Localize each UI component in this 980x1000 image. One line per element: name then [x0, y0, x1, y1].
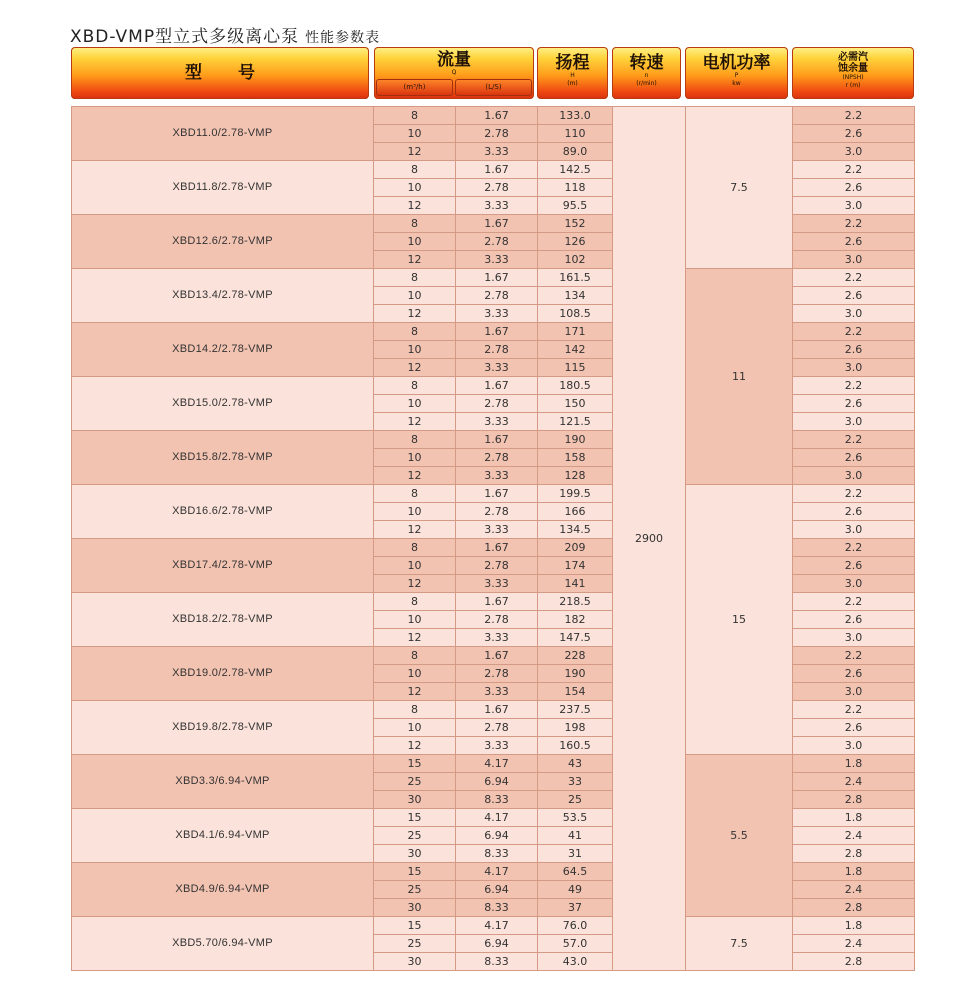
table-row — [72, 107, 915, 125]
head-m: 89.0 — [538, 143, 613, 161]
head-m: 49 — [538, 881, 613, 899]
flow-m3h: 12 — [374, 575, 456, 593]
head-m: 158 — [538, 449, 613, 467]
flow-ls: 1.67 — [456, 377, 538, 395]
power-value: 7.5 — [686, 107, 793, 269]
head-m: 152 — [538, 215, 613, 233]
head-m: 41 — [538, 827, 613, 845]
header-head-symbol: H — [570, 72, 575, 79]
flow-m3h: 10 — [374, 611, 456, 629]
model-name: XBD3.3/6.94-VMP — [72, 755, 374, 809]
head-m: 95.5 — [538, 197, 613, 215]
head-m: 43.0 — [538, 953, 613, 971]
npsh-value: 2.6 — [793, 719, 915, 737]
head-m: 43 — [538, 755, 613, 773]
header-npsh-unit: r (m) — [845, 82, 861, 89]
head-m: 33 — [538, 773, 613, 791]
model-name: XBD16.6/2.78-VMP — [72, 485, 374, 539]
model-name: XBD4.9/6.94-VMP — [72, 863, 374, 917]
model-name: XBD19.0/2.78-VMP — [72, 647, 374, 701]
flow-m3h: 12 — [374, 683, 456, 701]
npsh-value: 1.8 — [793, 863, 915, 881]
npsh-value: 2.2 — [793, 701, 915, 719]
power-value: 15 — [686, 485, 793, 755]
flow-m3h: 30 — [374, 953, 456, 971]
model-name: XBD19.8/2.78-VMP — [72, 701, 374, 755]
header-speed-symbol: n — [644, 72, 649, 79]
flow-m3h: 12 — [374, 467, 456, 485]
flow-m3h: 8 — [374, 485, 456, 503]
header-speed — [612, 47, 681, 99]
flow-ls: 3.33 — [456, 197, 538, 215]
npsh-value: 3.0 — [793, 305, 915, 323]
flow-ls: 2.78 — [456, 611, 538, 629]
model-name: XBD11.0/2.78-VMP — [72, 107, 374, 161]
flow-ls: 2.78 — [456, 341, 538, 359]
header-flow-unit-ls — [455, 79, 532, 96]
flow-ls: 1.67 — [456, 215, 538, 233]
npsh-value: 2.6 — [793, 125, 915, 143]
head-m: 154 — [538, 683, 613, 701]
flow-m3h: 8 — [374, 215, 456, 233]
npsh-value: 2.2 — [793, 485, 915, 503]
npsh-value: 1.8 — [793, 917, 915, 935]
flow-m3h: 8 — [374, 539, 456, 557]
head-m: 57.0 — [538, 935, 613, 953]
flow-ls: 1.67 — [456, 269, 538, 287]
model-name: XBD5.70/6.94-VMP — [72, 917, 374, 971]
model-name: XBD13.4/2.78-VMP — [72, 269, 374, 323]
flow-m3h: 12 — [374, 143, 456, 161]
flow-ls: 1.67 — [456, 323, 538, 341]
header-flow — [374, 47, 534, 99]
npsh-value: 2.4 — [793, 935, 915, 953]
header-model — [71, 47, 369, 99]
flow-ls: 6.94 — [456, 881, 538, 899]
flow-m3h: 8 — [374, 431, 456, 449]
table-body — [72, 107, 915, 971]
header-flow-unit2: (L/S) — [485, 83, 502, 91]
flow-ls: 3.33 — [456, 629, 538, 647]
npsh-value: 2.6 — [793, 287, 915, 305]
header-speed-unit: (r/min) — [636, 80, 657, 87]
head-m: 199.5 — [538, 485, 613, 503]
flow-ls: 2.78 — [456, 449, 538, 467]
npsh-value: 3.0 — [793, 413, 915, 431]
head-m: 166 — [538, 503, 613, 521]
head-m: 141 — [538, 575, 613, 593]
flow-ls: 3.33 — [456, 683, 538, 701]
header-npsh-line2: 蚀余量 — [838, 63, 868, 74]
header-power-label: 电机功率 — [702, 53, 771, 73]
flow-ls: 3.33 — [456, 251, 538, 269]
header-head-label: 扬程 — [555, 53, 590, 73]
flow-ls: 2.78 — [456, 503, 538, 521]
npsh-value: 3.0 — [793, 629, 915, 647]
model-name: XBD18.2/2.78-VMP — [72, 593, 374, 647]
head-m: 142 — [538, 341, 613, 359]
head-m: 174 — [538, 557, 613, 575]
npsh-value: 2.2 — [793, 593, 915, 611]
flow-m3h: 30 — [374, 899, 456, 917]
flow-ls: 2.78 — [456, 179, 538, 197]
model-name: XBD15.0/2.78-VMP — [72, 377, 374, 431]
flow-m3h: 10 — [374, 341, 456, 359]
head-m: 161.5 — [538, 269, 613, 287]
header-npsh-line1: 必需汽 — [838, 52, 868, 63]
flow-ls: 1.67 — [456, 701, 538, 719]
head-m: 118 — [538, 179, 613, 197]
title-sub: 性能参数表 — [305, 30, 381, 46]
flow-m3h: 12 — [374, 305, 456, 323]
head-m: 237.5 — [538, 701, 613, 719]
flow-ls: 6.94 — [456, 935, 538, 953]
table-row — [72, 485, 915, 503]
model-name: XBD11.8/2.78-VMP — [72, 161, 374, 215]
head-m: 180.5 — [538, 377, 613, 395]
flow-m3h: 25 — [374, 881, 456, 899]
flow-ls: 3.33 — [456, 521, 538, 539]
head-m: 25 — [538, 791, 613, 809]
model-name: XBD17.4/2.78-VMP — [72, 539, 374, 593]
npsh-value: 2.6 — [793, 503, 915, 521]
flow-ls: 2.78 — [456, 125, 538, 143]
head-m: 209 — [538, 539, 613, 557]
flow-m3h: 12 — [374, 413, 456, 431]
flow-m3h: 12 — [374, 629, 456, 647]
flow-m3h: 8 — [374, 161, 456, 179]
flow-m3h: 10 — [374, 287, 456, 305]
head-m: 150 — [538, 395, 613, 413]
flow-ls: 3.33 — [456, 305, 538, 323]
flow-m3h: 15 — [374, 863, 456, 881]
flow-ls: 4.17 — [456, 863, 538, 881]
npsh-value: 2.2 — [793, 377, 915, 395]
flow-m3h: 8 — [374, 593, 456, 611]
flow-ls: 6.94 — [456, 773, 538, 791]
npsh-value: 2.6 — [793, 341, 915, 359]
flow-m3h: 12 — [374, 521, 456, 539]
flow-ls: 3.33 — [456, 737, 538, 755]
table-row — [72, 269, 915, 287]
flow-m3h: 10 — [374, 719, 456, 737]
flow-ls: 2.78 — [456, 233, 538, 251]
npsh-value: 3.0 — [793, 521, 915, 539]
head-m: 142.5 — [538, 161, 613, 179]
flow-m3h: 10 — [374, 233, 456, 251]
head-m: 190 — [538, 431, 613, 449]
flow-ls: 8.33 — [456, 845, 538, 863]
model-name: XBD12.6/2.78-VMP — [72, 215, 374, 269]
head-m: 76.0 — [538, 917, 613, 935]
head-m: 110 — [538, 125, 613, 143]
power-value: 11 — [686, 269, 793, 485]
flow-m3h: 10 — [374, 665, 456, 683]
flow-m3h: 12 — [374, 197, 456, 215]
flow-m3h: 15 — [374, 755, 456, 773]
npsh-value: 2.4 — [793, 827, 915, 845]
header-power — [685, 47, 788, 99]
model-name: XBD15.8/2.78-VMP — [72, 431, 374, 485]
npsh-value: 2.6 — [793, 179, 915, 197]
head-m: 171 — [538, 323, 613, 341]
npsh-value: 2.4 — [793, 881, 915, 899]
npsh-value: 3.0 — [793, 197, 915, 215]
head-m: 190 — [538, 665, 613, 683]
flow-m3h: 8 — [374, 107, 456, 125]
model-name: XBD4.1/6.94-VMP — [72, 809, 374, 863]
head-m: 182 — [538, 611, 613, 629]
header-npsh-symbol: (NPSH) — [842, 74, 864, 81]
flow-ls: 3.33 — [456, 467, 538, 485]
flow-ls: 2.78 — [456, 395, 538, 413]
npsh-value: 2.2 — [793, 323, 915, 341]
npsh-value: 2.6 — [793, 557, 915, 575]
head-m: 37 — [538, 899, 613, 917]
flow-ls: 2.78 — [456, 287, 538, 305]
header-head-unit: (m) — [567, 80, 578, 87]
head-m: 108.5 — [538, 305, 613, 323]
flow-m3h: 10 — [374, 395, 456, 413]
flow-m3h: 10 — [374, 449, 456, 467]
npsh-value: 1.8 — [793, 755, 915, 773]
npsh-value: 2.6 — [793, 611, 915, 629]
npsh-value: 2.2 — [793, 215, 915, 233]
npsh-value: 2.6 — [793, 395, 915, 413]
flow-ls: 2.78 — [456, 665, 538, 683]
head-m: 126 — [538, 233, 613, 251]
flow-ls: 8.33 — [456, 953, 538, 971]
flow-m3h: 8 — [374, 377, 456, 395]
head-m: 128 — [538, 467, 613, 485]
head-m: 134 — [538, 287, 613, 305]
flow-m3h: 25 — [374, 827, 456, 845]
npsh-value: 3.0 — [793, 737, 915, 755]
flow-ls: 8.33 — [456, 899, 538, 917]
power-value: 5.5 — [686, 755, 793, 917]
flow-m3h: 8 — [374, 647, 456, 665]
npsh-value: 2.2 — [793, 431, 915, 449]
flow-ls: 2.78 — [456, 719, 538, 737]
npsh-value: 2.2 — [793, 269, 915, 287]
npsh-value: 1.8 — [793, 809, 915, 827]
head-m: 121.5 — [538, 413, 613, 431]
flow-m3h: 8 — [374, 323, 456, 341]
header-power-unit: kw — [732, 80, 741, 87]
npsh-value: 2.2 — [793, 647, 915, 665]
npsh-value: 2.2 — [793, 539, 915, 557]
header-flow-symbol: Q — [451, 69, 457, 76]
head-m: 133.0 — [538, 107, 613, 125]
npsh-value: 2.8 — [793, 899, 915, 917]
flow-ls: 6.94 — [456, 827, 538, 845]
npsh-value: 3.0 — [793, 575, 915, 593]
header-head — [537, 47, 608, 99]
npsh-value: 2.4 — [793, 773, 915, 791]
head-m: 53.5 — [538, 809, 613, 827]
head-m: 147.5 — [538, 629, 613, 647]
flow-ls: 8.33 — [456, 791, 538, 809]
speed-value: 2900 — [613, 107, 686, 971]
performance-table — [71, 106, 915, 971]
flow-ls: 4.17 — [456, 917, 538, 935]
flow-ls: 1.67 — [456, 161, 538, 179]
npsh-value: 3.0 — [793, 143, 915, 161]
head-m: 218.5 — [538, 593, 613, 611]
flow-m3h: 12 — [374, 251, 456, 269]
flow-m3h: 10 — [374, 125, 456, 143]
head-m: 115 — [538, 359, 613, 377]
head-m: 228 — [538, 647, 613, 665]
flow-m3h: 30 — [374, 791, 456, 809]
npsh-value: 2.8 — [793, 791, 915, 809]
flow-ls: 1.67 — [456, 539, 538, 557]
head-m: 198 — [538, 719, 613, 737]
flow-m3h: 15 — [374, 809, 456, 827]
npsh-value: 2.8 — [793, 953, 915, 971]
head-m: 64.5 — [538, 863, 613, 881]
header-model-label: 型号 — [185, 63, 291, 83]
flow-m3h: 15 — [374, 917, 456, 935]
header-npsh — [792, 47, 914, 99]
header-flow-unit1: (m³/h) — [403, 83, 426, 91]
flow-m3h: 10 — [374, 503, 456, 521]
head-m: 31 — [538, 845, 613, 863]
table-row — [72, 755, 915, 773]
head-m: 134.5 — [538, 521, 613, 539]
flow-m3h: 10 — [374, 179, 456, 197]
header-flow-label: 流量 — [437, 50, 471, 70]
flow-ls: 1.67 — [456, 593, 538, 611]
npsh-value: 2.2 — [793, 107, 915, 125]
npsh-value: 2.8 — [793, 845, 915, 863]
flow-ls: 3.33 — [456, 575, 538, 593]
npsh-value: 2.6 — [793, 233, 915, 251]
npsh-value: 3.0 — [793, 251, 915, 269]
header-speed-label: 转速 — [629, 53, 664, 73]
head-m: 160.5 — [538, 737, 613, 755]
npsh-value: 2.6 — [793, 449, 915, 467]
flow-ls: 1.67 — [456, 107, 538, 125]
power-value: 7.5 — [686, 917, 793, 971]
flow-ls: 3.33 — [456, 359, 538, 377]
flow-ls: 3.33 — [456, 413, 538, 431]
flow-ls: 1.67 — [456, 647, 538, 665]
flow-m3h: 8 — [374, 269, 456, 287]
flow-m3h: 30 — [374, 845, 456, 863]
flow-ls: 1.67 — [456, 485, 538, 503]
header-flow-unit-m3h — [376, 79, 453, 96]
flow-ls: 1.67 — [456, 431, 538, 449]
table-row — [72, 917, 915, 935]
flow-m3h: 25 — [374, 935, 456, 953]
flow-m3h: 10 — [374, 557, 456, 575]
model-name: XBD14.2/2.78-VMP — [72, 323, 374, 377]
page-title — [70, 22, 380, 47]
flow-ls: 4.17 — [456, 755, 538, 773]
flow-m3h: 25 — [374, 773, 456, 791]
npsh-value: 2.2 — [793, 161, 915, 179]
header-power-symbol: P — [734, 72, 739, 79]
npsh-value: 3.0 — [793, 467, 915, 485]
title-main: XBD-VMP型立式多级离心泵 — [70, 27, 300, 47]
head-m: 102 — [538, 251, 613, 269]
flow-ls: 3.33 — [456, 143, 538, 161]
flow-m3h: 12 — [374, 737, 456, 755]
npsh-value: 2.6 — [793, 665, 915, 683]
npsh-value: 3.0 — [793, 683, 915, 701]
flow-m3h: 8 — [374, 701, 456, 719]
npsh-value: 3.0 — [793, 359, 915, 377]
flow-m3h: 12 — [374, 359, 456, 377]
flow-ls: 2.78 — [456, 557, 538, 575]
flow-ls: 4.17 — [456, 809, 538, 827]
